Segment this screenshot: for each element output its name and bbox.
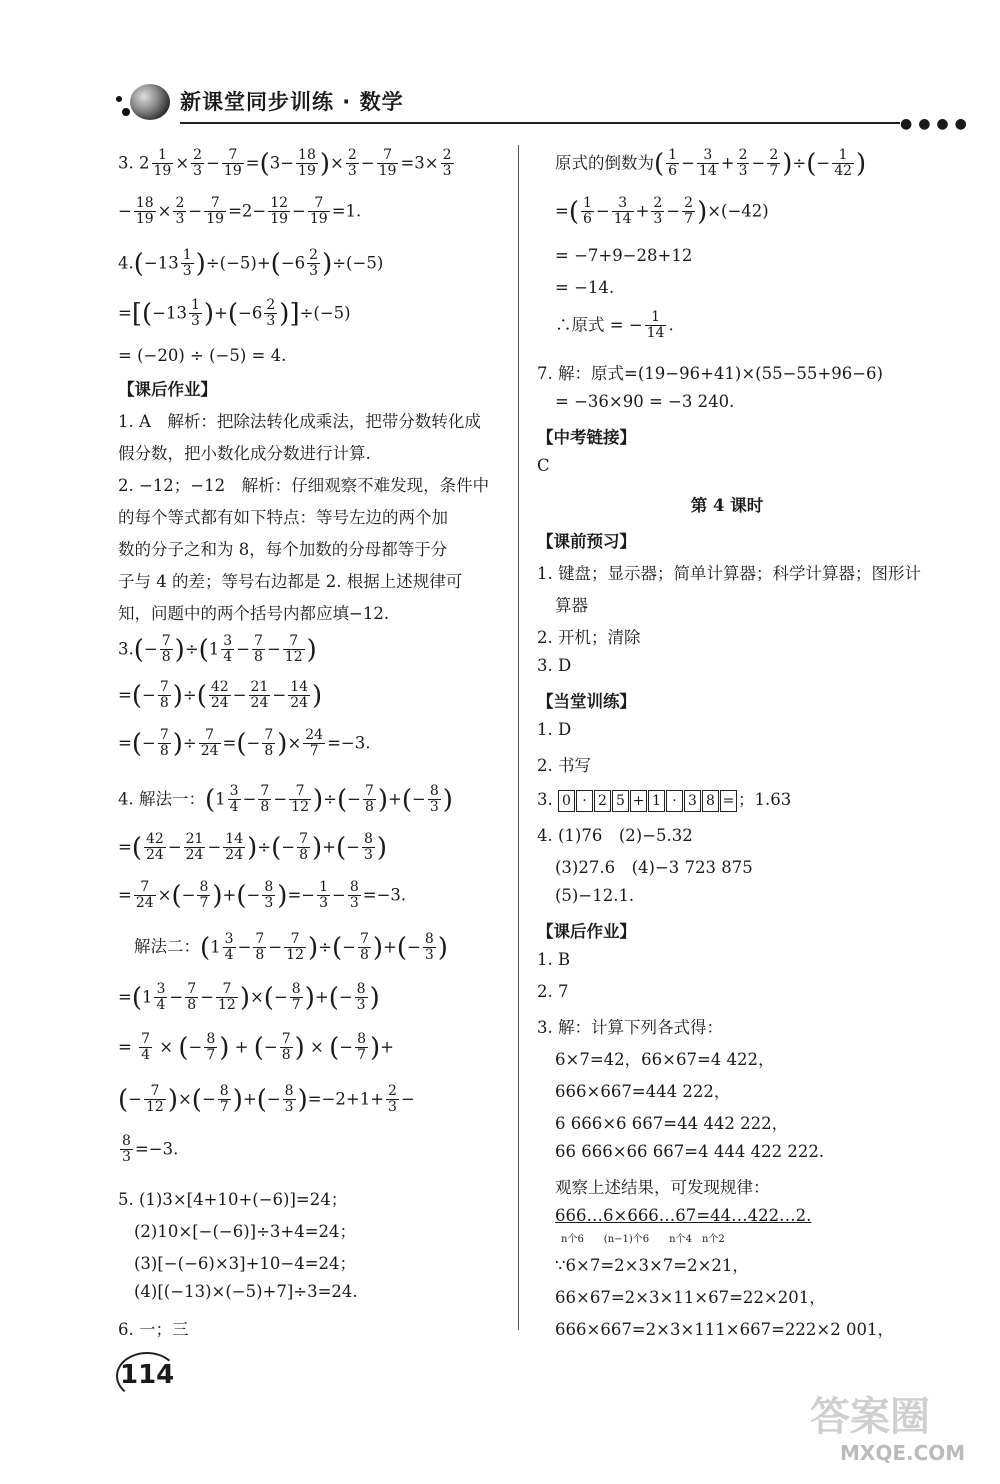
rhw-3b: 666×667=444 222， <box>555 1082 731 1101</box>
rhw-3f: 666…6×666…67=44…422…2. <box>555 1206 812 1225</box>
hw-4-line1: 4. 解法一：(1 $\frac{3}{4}$ − $\frac{7}{8}$ − $\frac{7}{12}$ )÷(− $\frac{7}{8}$ )+(− $\frac{8}{3}$ ) <box>118 783 453 816</box>
eq-3-line1: 3. 2 $\frac{1}{19}$ × $\frac{2}{3}$ − $\frac{7}{19}$ =(3− $\frac{18}{19}$ )× $\frac{2}{3}$ − $\frac{7}{19}$ =3× $\frac{2}{3}$ <box>118 147 452 180</box>
hw-2: 2. −12；−12 解析：仔细观察不难发现，条件中 <box>118 476 490 495</box>
pre-1b: 算器 <box>555 596 588 615</box>
class-3-answer: ；1.63 <box>738 790 792 809</box>
section-classwork: 【当堂训练】 <box>537 692 636 711</box>
watermark-url: MXQE.COM <box>840 1441 966 1465</box>
calc-key: 8 <box>702 790 719 812</box>
calc-key: · <box>576 790 593 812</box>
page-number: 114 <box>120 1360 175 1390</box>
header-title: 新课堂同步训练 · 数学 <box>180 90 404 114</box>
class-4c: (5)−12.1. <box>555 886 635 905</box>
minus-sign: − <box>118 201 132 221</box>
rhw-3h: 66×67=2×3×11×67=22×201， <box>555 1288 826 1307</box>
hw-4-line6: = $\frac{7}{4}$ × (− $\frac{8}{7}$ ) + (− $\frac{7}{8}$ ) × (− $\frac{8}{7}$ )+ <box>118 1031 394 1064</box>
logo-ball-icon <box>130 84 170 120</box>
item-number: 4. <box>118 253 134 273</box>
calc-key: 0 <box>558 790 575 812</box>
reciprocal-line4: = −14. <box>555 278 615 297</box>
calc-key: 3 <box>684 790 701 812</box>
method-two-label: 解法二： <box>134 937 200 957</box>
rhw-3f-sub: n个6 (n−1)个6 n个4 n个2 <box>561 1234 725 1245</box>
hw-3-line2: =(− $\frac{7}{8}$ )÷( $\frac{42}{24}$ − $\frac{21}{24}$ − $\frac{14}{24}$ ) <box>118 679 323 712</box>
hw-4-line4: 解法二：(1 $\frac{3}{4}$ − $\frac{7}{8}$ − $\frac{7}{12}$ )÷(− $\frac{7}{8}$ )+(− $\frac{8}{3}$ ) <box>134 931 448 964</box>
hw-4-line5: =(1 $\frac{3}{4}$ − $\frac{7}{8}$ − $\frac{7}{12}$ )×(− $\frac{8}{7}$ )+(− $\frac{8}{3}$ ) <box>118 981 380 1014</box>
hw-6: 6. 一；三 <box>118 1320 189 1339</box>
calc-key: 2 <box>594 790 611 812</box>
eq-4-line2: =[(−13 $\frac{1}{3}$ )+(−6 $\frac{2}{3}$ )]÷(−5) <box>118 297 351 330</box>
hw-4-line7: (− $\frac{7}{12}$ )×(− $\frac{8}{7}$ )+(− $\frac{8}{3}$ )=−2+1+ $\frac{2}{3}$ − <box>118 1083 415 1116</box>
rhw-3: 3. 解：计算下列各式得： <box>537 1018 723 1037</box>
class-1: 1. D <box>537 720 572 739</box>
therefore-text: ∴原式 = − <box>555 315 643 335</box>
rhw-3a: 6×7=42，66×67=4 422， <box>555 1050 775 1069</box>
rhw-3i: 666×667=2×3×111×667=222×2 001， <box>555 1320 894 1339</box>
class-4b: (3)27.6 (4)−3 723 875 <box>555 858 753 877</box>
item-number: 3. <box>537 790 553 809</box>
section-zhongkao: 【中考链接】 <box>537 428 636 447</box>
calc-key: · <box>666 790 683 812</box>
hw-5b: (2)10×[−(−6)]÷3+4=24； <box>134 1222 357 1241</box>
class-3 <box>537 786 791 812</box>
page-header <box>110 82 973 132</box>
section-homework: 【课后作业】 <box>118 380 217 399</box>
pre-1: 1. 键盘；显示器；简单计算器；科学计算器；图形计 <box>537 564 921 583</box>
rhw-3c: 6 666×6 667=44 442 222， <box>555 1114 789 1133</box>
hw-4-line8: $\frac{8}{3}$ =−3. <box>122 1133 179 1166</box>
logo-dot-icon <box>122 108 130 116</box>
reciprocal-line3: = −7+9−28+12 <box>555 246 693 265</box>
hw-2b: 的每个等式都有如下特点：等号左边的两个加 <box>118 508 448 527</box>
rhw-7: 7. 解：原式=(19−96+41)×(55−55+96−6) <box>537 364 883 383</box>
section-preview: 【课前预习】 <box>537 532 636 551</box>
eq-4-line1: 4.(−13 $\frac{1}{3}$ )÷(−5)+(−6 $\frac{2}{3}$ )÷(−5) <box>118 247 384 280</box>
rhw-7b: = −36×90 = −3 240. <box>555 392 735 411</box>
hw-3-line1: 3.(− $\frac{7}{8}$ )÷(1 $\frac{3}{4}$ − $\frac{7}{8}$ − $\frac{7}{12}$ ) <box>118 633 317 666</box>
hw-5d: (4)[(−13)×(−5)+7]÷3=24. <box>134 1282 358 1301</box>
method-one-label: 4. 解法一： <box>118 789 205 809</box>
hw-4-line2: =( $\frac{42}{24}$ − $\frac{21}{24}$ − $\frac{14}{24}$ )÷(− $\frac{7}{8}$ )+(− $\frac{8}{3}$ ) <box>118 831 388 864</box>
reciprocal-line2: =( $\frac{1}{6}$ − $\frac{3}{14}$ + $\frac{2}{3}$ − $\frac{2}{7}$ )×(−42) <box>555 195 769 228</box>
reciprocal-line5: ∴原式 = − $\frac{1}{14}$ . <box>555 309 674 342</box>
hw-1b: 假分数，把小数化成分数进行计算. <box>118 444 371 463</box>
calc-key: 5 <box>612 790 629 812</box>
logo-dot-icon <box>116 96 122 102</box>
calc-key: + <box>630 790 647 812</box>
header-dots: ●●●● <box>900 116 973 132</box>
hw-4-line3: = $\frac{7}{24}$ ×(− $\frac{8}{7}$ )+(− $\frac{8}{3}$ )=− $\frac{1}{3}$ − $\frac{8}{3}$ =−3. <box>118 879 407 912</box>
reciprocal-label: 原式的倒数为 <box>555 153 654 173</box>
calc-key: = <box>720 790 737 812</box>
class-4a: 4. (1)76 (2)−5.32 <box>537 826 693 845</box>
hw-2d: 子与 4 的差；等号右边都是 2. 根据上述规律可 <box>118 572 463 591</box>
hw-2c: 数的分子之和为 8，每个加数的分母都等于分 <box>118 540 448 559</box>
rhw-1: 1. B <box>537 950 571 969</box>
rhw-3e: 观察上述结果，可发现规律： <box>555 1178 770 1197</box>
reciprocal-line1: 原式的倒数为( $\frac{1}{6}$ − $\frac{3}{14}$ + $\frac{2}{3}$ − $\frac{2}{7}$ )÷(− $\frac{1}{42}$ ) <box>555 147 867 180</box>
eq-3-line2: − $\frac{18}{19}$ × $\frac{2}{3}$ − $\frac{7}{19}$ =2− $\frac{12}{19}$ − $\frac{7}{19}$ =1. <box>118 195 362 228</box>
pre-2: 2. 开机；清除 <box>537 628 641 647</box>
hw-3-line3: =(− $\frac{7}{8}$ )÷ $\frac{7}{24}$ =(− $\frac{7}{8}$ )× $\frac{24}{7}$ =−3. <box>118 727 371 760</box>
pre-3: 3. D <box>537 656 572 675</box>
zhongkao-answer: C <box>537 456 550 475</box>
rhw-2: 2. 7 <box>537 982 569 1001</box>
rhw-3d: 66 666×66 667=4 444 422 222. <box>555 1142 825 1161</box>
lesson-title: 第 4 课时 <box>690 496 764 515</box>
hw-5c: (3)[−(−6)×3]+10−4=24； <box>134 1254 357 1273</box>
class-2: 2. 书写 <box>537 756 591 775</box>
eq-4-line3: = (−20) ÷ (−5) = 4. <box>118 346 287 365</box>
hw-2e: 知，问题中的两个括号内都应填−12. <box>118 604 390 623</box>
item-number: 3. <box>118 639 134 659</box>
header-rule <box>180 122 900 124</box>
section-homework-2: 【课后作业】 <box>537 922 636 941</box>
column-divider <box>518 145 519 1330</box>
watermark <box>800 1385 1000 1480</box>
hw-5a: 5. (1)3×[4+10+(−6)]=24； <box>118 1190 348 1209</box>
hw-1: 1. A 解析：把除法转化成乘法，把带分数转化成 <box>118 412 481 431</box>
item-number: 3. 2 <box>118 153 150 173</box>
calc-key: 1 <box>648 790 665 812</box>
rhw-3g: ∵6×7=2×3×7=2×21， <box>555 1256 749 1275</box>
watermark-title: 答案圈 <box>810 1394 930 1440</box>
